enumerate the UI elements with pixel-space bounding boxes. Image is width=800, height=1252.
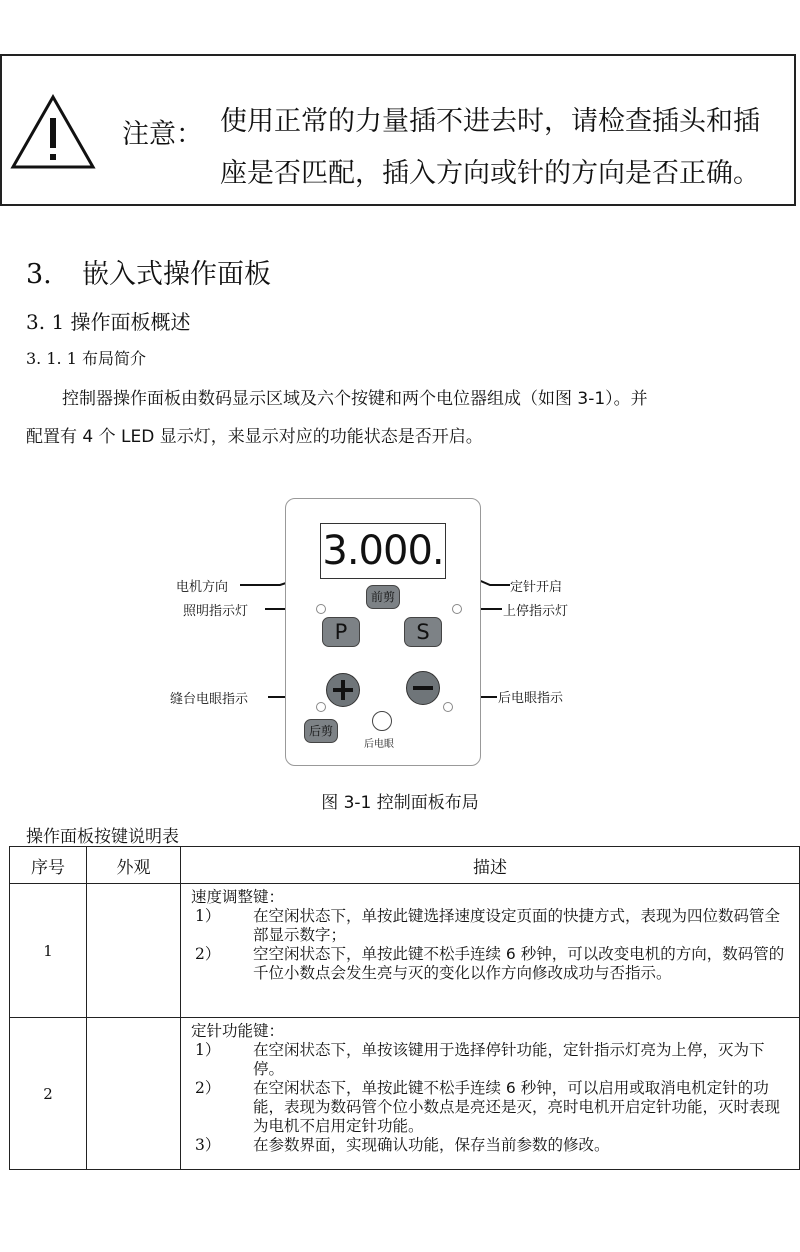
up-stop-led <box>452 604 462 614</box>
control-panel-figure <box>0 490 800 780</box>
row-title: 速度调整键： <box>191 888 285 906</box>
table-title: 操作面板按键说明表 <box>26 827 179 847</box>
item-text: 空空闲状态下，单按此键不松手连续 6 秒钟，可以改变电机的方向，数码管的千位小数点会发生亮与灭的变化以作方向修改成功与否指示。 <box>253 945 785 982</box>
header-description: 描述 <box>181 847 800 884</box>
item-number: 3） <box>195 1136 221 1154</box>
callout-up-stop-indicator: 上停指示灯 <box>503 604 569 619</box>
callout-table-eye-indicator: 缝台电眼指示 <box>170 692 249 707</box>
key-description-table <box>9 846 800 1170</box>
rear-eye-potentiometer[interactable] <box>372 711 392 731</box>
item-text: 在参数界面，实现确认功能，保存当前参数的修改。 <box>253 1136 610 1154</box>
item-number: 2） <box>195 1079 221 1097</box>
row-appearance <box>87 884 181 1018</box>
item-text: 在空闲状态下，单按此键选择速度设定页面的快捷方式，表现为四位数码管全部显示数字； <box>253 907 781 944</box>
table-header-row <box>10 847 800 884</box>
back-trim-key[interactable]: 后剪 <box>304 719 338 743</box>
potentiometer-label: 后电眼 <box>364 739 394 750</box>
item-number: 2） <box>195 945 221 963</box>
subsubsection-heading <box>26 346 146 369</box>
list-item <box>191 1041 795 1079</box>
warning-line-1: 使用正常的力量插不进去时，请检查插头和插 <box>220 106 760 137</box>
callout-lighting-indicator: 照明指示灯 <box>183 604 249 619</box>
figure-caption: 图 3-1 控制面板布局 <box>321 793 479 813</box>
subsubsection-number: 3. 1. 1 <box>26 349 77 368</box>
intro-paragraph-line-2: 配置有 4 个 LED 显示灯，来显示对应的功能状态是否开启。 <box>26 427 483 447</box>
list-item <box>191 1079 795 1136</box>
lighting-led <box>316 604 326 614</box>
callout-motor-direction: 电机方向 <box>176 580 229 595</box>
callout-needle-position: 定针开启 <box>510 580 563 595</box>
intro-paragraph-line-1: 控制器操作面板由数码显示区域及六个按键和两个电位器组成（如图 3-1）。并 <box>62 389 648 409</box>
table-row <box>10 884 800 1018</box>
warning-triangle-icon <box>10 94 96 170</box>
row-title: 定针功能键： <box>191 1022 285 1040</box>
header-index: 序号 <box>10 847 87 884</box>
list-item <box>191 945 795 983</box>
row-description <box>181 884 800 1018</box>
row-index: 2 <box>10 1018 87 1170</box>
warning-text <box>220 96 790 200</box>
minus-key[interactable] <box>406 671 440 705</box>
plus-key[interactable] <box>326 673 360 707</box>
p-key[interactable]: P <box>322 617 360 647</box>
table-row <box>10 1018 800 1170</box>
warning-box <box>0 54 796 206</box>
item-number: 1） <box>195 1041 221 1059</box>
item-text: 在空闲状态下，单按该键用于选择停针功能，定针指示灯亮为上停，灭为下停。 <box>253 1041 765 1078</box>
warning-line-2: 座是否匹配，插入方向或针的方向是否正确。 <box>220 158 760 189</box>
callout-rear-eye-indicator: 后电眼指示 <box>498 691 564 706</box>
list-item <box>191 907 795 945</box>
digital-display: 3.000. <box>320 523 446 579</box>
list-item <box>191 1136 795 1155</box>
s-key[interactable]: S <box>404 617 442 647</box>
row-description <box>181 1018 800 1170</box>
section-heading <box>26 252 271 291</box>
section-title: 嵌入式操作面板 <box>82 259 271 290</box>
table-eye-led <box>316 702 326 712</box>
minus-icon <box>413 686 433 690</box>
subsection-heading <box>26 306 191 335</box>
control-panel <box>285 498 481 766</box>
item-number: 1） <box>195 907 221 925</box>
row-appearance <box>87 1018 181 1170</box>
warning-label: 注意： <box>122 119 203 150</box>
subsection-title: 操作面板概述 <box>70 310 191 334</box>
subsection-number: 3. 1 <box>26 310 65 334</box>
item-text: 在空闲状态下，单按此键不松手连续 6 秒钟，可以启用或取消电机定针的功能，表现为数码管个位小数点是亮还是灭，亮时电机开启定针功能，灭时表现为电机不启用定针功能。 <box>253 1079 781 1135</box>
row-index: 1 <box>10 884 87 1018</box>
rear-eye-led <box>443 702 453 712</box>
header-appearance: 外观 <box>87 847 181 884</box>
plus-icon-v <box>341 680 345 700</box>
front-trim-key[interactable]: 前剪 <box>366 585 400 609</box>
section-number: 3. <box>26 259 52 290</box>
subsubsection-title: 布局简介 <box>81 349 146 368</box>
